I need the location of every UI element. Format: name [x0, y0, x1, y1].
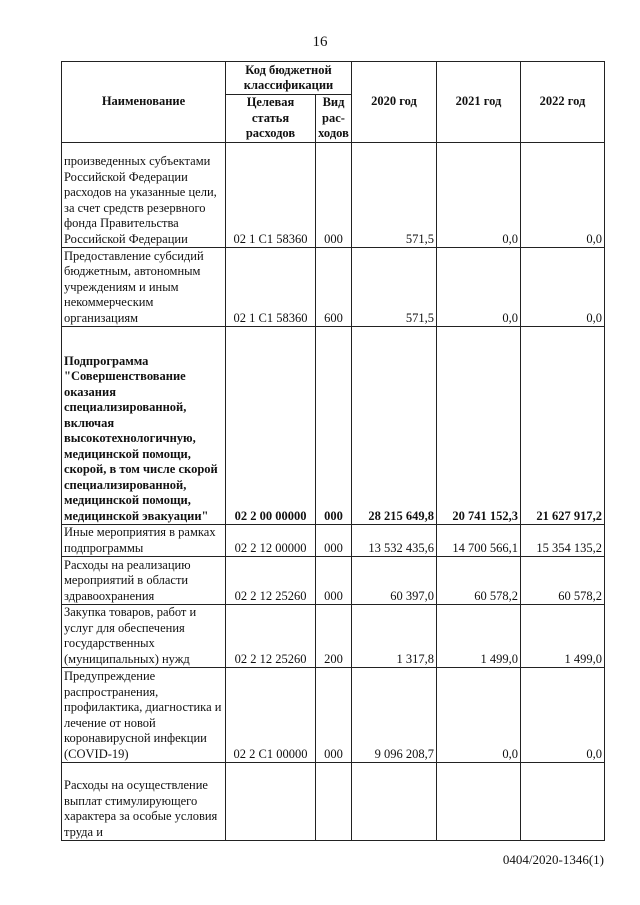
row-2020: 571,5 [352, 248, 437, 327]
header-code-group: Код бюджетной классификации [226, 62, 352, 95]
row-code [226, 763, 316, 841]
row-2022: 15 354 135,2 [521, 525, 605, 557]
row-vid: 000 [316, 668, 352, 763]
row-2021 [437, 763, 521, 841]
row-name: Подпрограмма "Совершенствование оказания специализированной, включая высокотехнологичную, медицинской помощи, скорой, в том числе скорой специализированной, медицинской помощи, медицинской эвакуации" [62, 327, 226, 525]
row-code: 02 1 С1 58360 [226, 143, 316, 248]
page-number: 16 [312, 34, 328, 50]
header-vid: Вид рас-ходов [316, 95, 352, 143]
row-2022: 0,0 [521, 143, 605, 248]
row-2021: 0,0 [437, 668, 521, 763]
table-row [62, 525, 605, 557]
row-2020: 571,5 [352, 143, 437, 248]
row-name: Предоставление субсидий бюджетным, автономным учреждениям и иным некоммерческим организациям [62, 248, 226, 327]
header-name: Наименование [62, 62, 226, 143]
row-code: 02 1 С1 58360 [226, 248, 316, 327]
row-2022: 0,0 [521, 248, 605, 327]
row-2022: 21 627 917,2 [521, 327, 605, 525]
row-vid: 000 [316, 525, 352, 557]
table-row [62, 248, 605, 327]
row-2021: 20 741 152,3 [437, 327, 521, 525]
table-row [62, 668, 605, 763]
row-2021: 0,0 [437, 143, 521, 248]
row-name: Расходы на осуществление выплат стимулирующего характера за особые условия труда и [62, 763, 226, 841]
row-2022: 60 578,2 [521, 557, 605, 605]
row-2020: 60 397,0 [352, 557, 437, 605]
row-2020: 1 317,8 [352, 605, 437, 668]
row-vid [316, 763, 352, 841]
row-name: Расходы на реализацию мероприятий в области здравоохранения [62, 557, 226, 605]
row-code: 02 2 12 25260 [226, 605, 316, 668]
row-vid: 000 [316, 143, 352, 248]
row-2020: 13 532 435,6 [352, 525, 437, 557]
row-2022 [521, 763, 605, 841]
row-2022: 1 499,0 [521, 605, 605, 668]
header-row-top [62, 62, 605, 95]
row-name: произведенных субъектами Российской Федерации расходов на указанные цели, за счет средств резервного фонда Правительства Российской Федерации [62, 143, 226, 248]
row-code: 02 2 12 25260 [226, 557, 316, 605]
table-row [62, 143, 605, 248]
budget-table [61, 61, 605, 841]
row-2022: 0,0 [521, 668, 605, 763]
document-code: 0404/2020-1346(1) [502, 852, 604, 867]
row-name: Иные мероприятия в рамках подпрограммы [62, 525, 226, 557]
row-vid: 600 [316, 248, 352, 327]
header-2021: 2021 год [437, 62, 521, 143]
table-row-subprogram [62, 327, 605, 525]
row-vid: 000 [316, 327, 352, 525]
table-row [62, 557, 605, 605]
row-2020: 9 096 208,7 [352, 668, 437, 763]
row-code: 02 2 00 00000 [226, 327, 316, 525]
row-2020 [352, 763, 437, 841]
row-2021: 0,0 [437, 248, 521, 327]
table-row [62, 763, 605, 841]
row-2020: 28 215 649,8 [352, 327, 437, 525]
row-name: Предупреждение распространения, профилактика, диагностика и лечение от новой коронавирусной инфекции (COVID-19) [62, 668, 226, 763]
row-code: 02 2 12 00000 [226, 525, 316, 557]
header-2022: 2022 год [521, 62, 605, 143]
row-2021: 14 700 566,1 [437, 525, 521, 557]
row-vid: 000 [316, 557, 352, 605]
row-2021: 60 578,2 [437, 557, 521, 605]
row-vid: 200 [316, 605, 352, 668]
row-code: 02 2 С1 00000 [226, 668, 316, 763]
table-row [62, 605, 605, 668]
row-name: Закупка товаров, работ и услуг для обеспечения государственных (муниципальных) нужд [62, 605, 226, 668]
header-target: Целевая статья расходов [226, 95, 316, 143]
header-2020: 2020 год [352, 62, 437, 143]
row-2021: 1 499,0 [437, 605, 521, 668]
